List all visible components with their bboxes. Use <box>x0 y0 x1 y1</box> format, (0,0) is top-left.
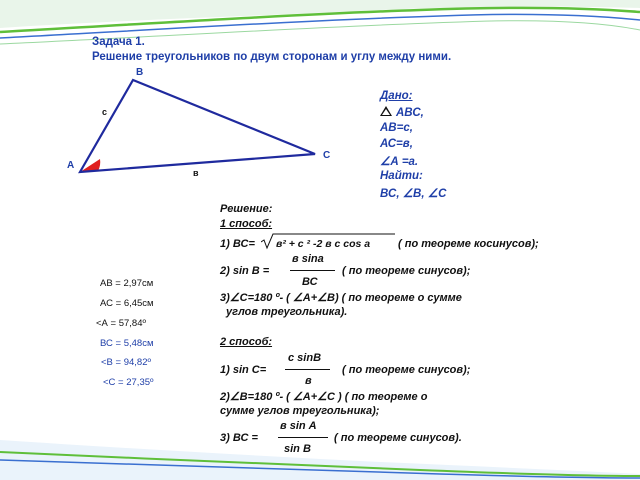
angle-icon: ∠ <box>427 188 439 200</box>
step1-expression: в² + с ² -2 в с cos а <box>276 238 371 250</box>
m2-step3-prefix: 3) ВС = <box>220 432 258 444</box>
angle-icon: ∠ <box>317 391 328 403</box>
m2-step1-denominator: в <box>305 375 312 387</box>
given-ab: АВ=с, <box>380 122 413 134</box>
m2-step3-numerator: в sin А <box>280 420 317 432</box>
find-b: В, <box>413 188 425 200</box>
triangle-icon <box>380 106 392 116</box>
angle-icon: ∠ <box>380 156 391 168</box>
find-heading: Найти: <box>380 170 423 182</box>
method1-heading: 1 способ: <box>220 218 273 230</box>
angle-icon: ∠ <box>229 391 240 403</box>
value-ac: АС = 6,45см <box>100 298 154 309</box>
m2-step1-note: ( по теореме синусов); <box>342 364 471 376</box>
m2-step3-note: ( по теореме синусов). <box>334 432 462 444</box>
step2-note: ( по теореме синусов); <box>342 265 471 277</box>
given-triangle <box>380 106 424 119</box>
step1-prefix: 1) ВС= <box>220 238 255 250</box>
fraction-line <box>290 270 335 271</box>
side-b-label: в <box>193 168 199 178</box>
m2-step1-numerator: с sinВ <box>288 352 322 364</box>
task-subtitle: Решение треугольников по двум сторонам и углу между ними. <box>92 51 452 63</box>
step2-denominator: ВС <box>302 276 318 288</box>
given-angle-text: А =а. <box>390 156 419 168</box>
fraction-line <box>285 369 330 370</box>
find-items <box>380 186 446 200</box>
value-angle-b: <В = 94,82º <box>101 357 151 368</box>
step3-line1: 3)∠С=180 º- ( ∠А+∠В) ( по теореме о сумме <box>220 292 462 304</box>
vertex-c-label: С <box>323 150 331 161</box>
given-heading: Дано: <box>380 90 413 102</box>
m2-step3-denominator: sin В <box>284 443 311 455</box>
given-triangle-text: АВС, <box>396 107 424 119</box>
method2-heading: 2 способ: <box>220 336 273 348</box>
m2-step2-line2: сумме углов треугольника); <box>220 405 380 417</box>
value-bc: ВС = 5,48см <box>100 338 154 349</box>
triangle-abc <box>80 80 315 172</box>
fraction-line <box>278 437 328 438</box>
angle-icon: ∠ <box>229 292 240 304</box>
side-c-label: с <box>102 107 108 117</box>
task-title: Задача 1. <box>92 36 145 48</box>
value-angle-c: <С = 27,35º <box>103 377 154 388</box>
value-ab: АВ = 2,97см <box>100 278 154 289</box>
solution-heading: Решение: <box>220 203 273 215</box>
angle-icon: ∠ <box>402 188 414 200</box>
step2-numerator: в sinа <box>292 253 324 265</box>
step2-prefix: 2) sin В = <box>220 265 270 277</box>
angle-icon: ∠ <box>317 292 328 304</box>
angle-icon: ∠ <box>292 292 303 304</box>
given-angle <box>380 154 418 168</box>
given-ac: АС=в, <box>380 138 413 150</box>
angle-icon: ∠ <box>292 391 303 403</box>
step1-note: ( по теореме косинусов); <box>398 238 539 250</box>
m2-step2-line1: 2)∠В=180 º- ( ∠А+∠С ) ( по теореме о <box>220 391 428 403</box>
find-c: С <box>438 188 447 200</box>
value-angle-a: <А = 57,84º <box>96 318 146 329</box>
find-bc: ВС, <box>380 188 400 200</box>
vertex-b-label: В <box>136 67 144 78</box>
step3-line2: углов треугольника). <box>226 306 348 318</box>
vertex-a-label: А <box>67 160 75 171</box>
m2-step1-prefix: 1) sin С= <box>220 364 267 376</box>
